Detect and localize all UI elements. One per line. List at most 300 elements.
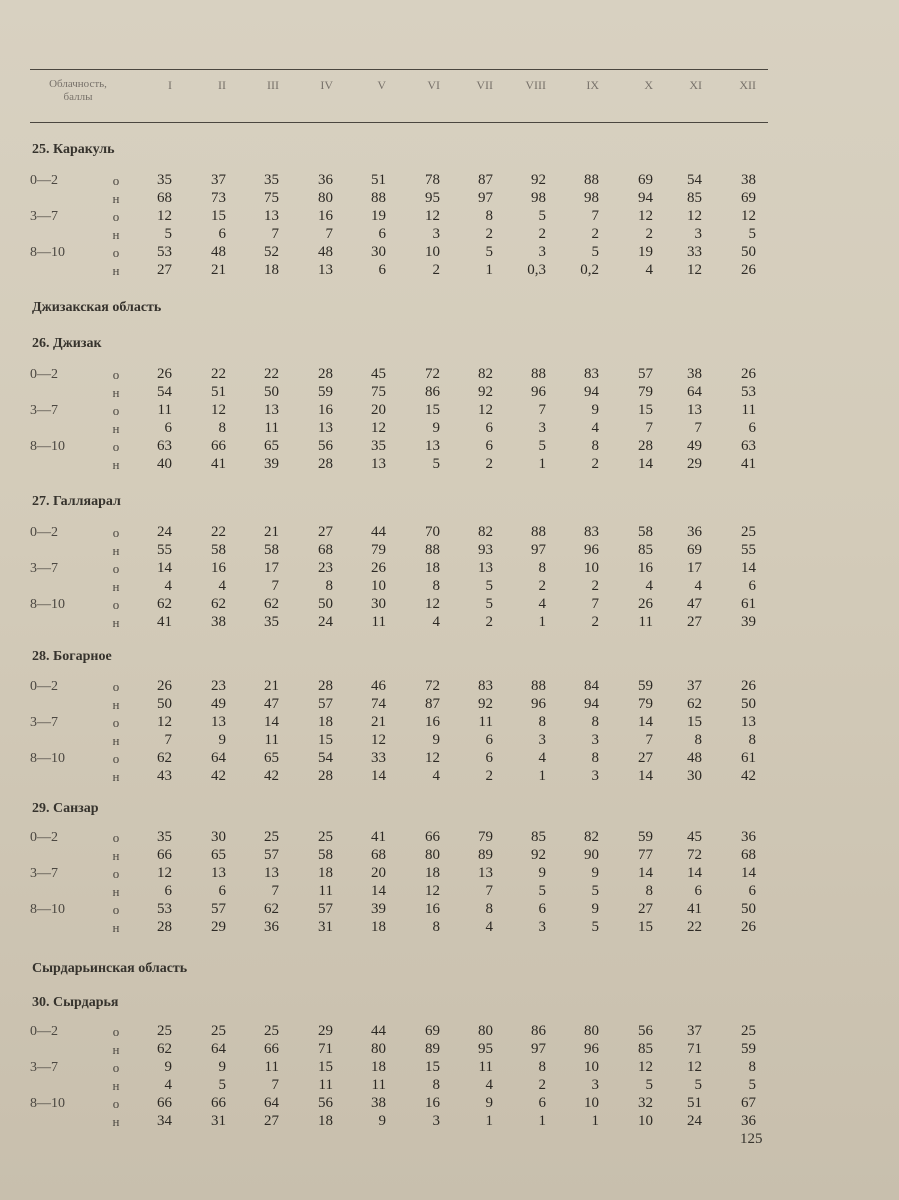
value-cell: 80 bbox=[584, 1023, 599, 1039]
value-cell: 9 bbox=[378, 1113, 386, 1129]
value-cell: 14 bbox=[638, 865, 653, 881]
value-cell: 87 bbox=[478, 172, 493, 188]
value-cell: 14 bbox=[741, 560, 756, 576]
value-cell: 5 bbox=[591, 919, 599, 935]
value-cell: 8 bbox=[538, 1059, 546, 1075]
value-cell: 88 bbox=[531, 366, 546, 382]
value-cell: 21 bbox=[211, 262, 226, 278]
value-cell: 41 bbox=[211, 456, 226, 472]
value-cell: 27 bbox=[638, 750, 653, 766]
month-header: XI bbox=[689, 78, 702, 92]
value-cell: 85 bbox=[687, 190, 702, 206]
value-cell: 96 bbox=[584, 1041, 599, 1057]
value-cell: 18 bbox=[318, 714, 333, 730]
value-cell: 12 bbox=[425, 750, 440, 766]
value-cell: 4 bbox=[485, 1077, 493, 1093]
value-cell: 69 bbox=[687, 542, 702, 558]
value-cell: 14 bbox=[638, 456, 653, 472]
value-cell: 30 bbox=[371, 244, 386, 260]
value-cell: 5 bbox=[485, 596, 493, 612]
value-cell: 35 bbox=[157, 172, 172, 188]
value-cell: 98 bbox=[584, 190, 599, 206]
value-cell: 72 bbox=[687, 847, 702, 863]
value-cell: 2 bbox=[538, 1077, 546, 1093]
value-cell: 42 bbox=[264, 768, 279, 784]
cloud-type: о bbox=[112, 173, 120, 188]
cloud-range: 0—2 bbox=[30, 830, 58, 845]
value-cell: 28 bbox=[318, 678, 333, 694]
value-cell: 1 bbox=[538, 1113, 546, 1129]
value-cell: 31 bbox=[318, 919, 333, 935]
table-row bbox=[0, 1095, 899, 1112]
value-cell: 75 bbox=[371, 384, 386, 400]
value-cell: 6 bbox=[218, 226, 226, 242]
value-cell: 1 bbox=[485, 1113, 493, 1129]
value-cell: 26 bbox=[371, 560, 386, 576]
value-cell: 97 bbox=[531, 542, 546, 558]
value-cell: 68 bbox=[318, 542, 333, 558]
value-cell: 4 bbox=[538, 596, 546, 612]
value-cell: 62 bbox=[157, 750, 172, 766]
value-cell: 66 bbox=[425, 829, 440, 845]
value-cell: 45 bbox=[687, 829, 702, 845]
value-cell: 63 bbox=[741, 438, 756, 454]
value-cell: 54 bbox=[157, 384, 172, 400]
value-cell: 29 bbox=[318, 1023, 333, 1039]
value-cell: 94 bbox=[638, 190, 653, 206]
value-cell: 0,2 bbox=[580, 262, 599, 278]
value-cell: 49 bbox=[687, 438, 702, 454]
value-cell: 57 bbox=[318, 696, 333, 712]
value-cell: 3 bbox=[538, 244, 546, 260]
value-cell: 88 bbox=[425, 542, 440, 558]
cloud-range: 8—10 bbox=[30, 597, 65, 612]
value-cell: 48 bbox=[318, 244, 333, 260]
value-cell: 13 bbox=[741, 714, 756, 730]
value-cell: 37 bbox=[211, 172, 226, 188]
cloud-type: н bbox=[112, 615, 120, 630]
table-row bbox=[0, 750, 899, 767]
value-cell: 65 bbox=[211, 847, 226, 863]
value-cell: 10 bbox=[371, 578, 386, 594]
value-cell: 21 bbox=[264, 524, 279, 540]
table-row bbox=[0, 456, 899, 473]
value-cell: 66 bbox=[211, 438, 226, 454]
value-cell: 7 bbox=[645, 732, 653, 748]
table-row bbox=[0, 883, 899, 900]
value-cell: 31 bbox=[211, 1113, 226, 1129]
value-cell: 24 bbox=[157, 524, 172, 540]
value-cell: 88 bbox=[371, 190, 386, 206]
value-cell: 27 bbox=[157, 262, 172, 278]
table-row bbox=[0, 384, 899, 401]
cloud-type: н bbox=[112, 385, 120, 400]
value-cell: 15 bbox=[638, 402, 653, 418]
station-title: 25. Каракуль bbox=[32, 142, 115, 157]
value-cell: 18 bbox=[318, 1113, 333, 1129]
value-cell: 14 bbox=[638, 768, 653, 784]
table-row bbox=[0, 524, 899, 541]
table-row bbox=[0, 1113, 899, 1130]
cloud-type: о bbox=[112, 245, 120, 260]
cloud-type: о bbox=[112, 1024, 120, 1039]
value-cell: 5 bbox=[591, 883, 599, 899]
value-cell: 85 bbox=[531, 829, 546, 845]
value-cell: 52 bbox=[264, 244, 279, 260]
value-cell: 6 bbox=[485, 732, 493, 748]
value-cell: 83 bbox=[584, 524, 599, 540]
value-cell: 21 bbox=[371, 714, 386, 730]
station-title: 30. Сырдарья bbox=[32, 995, 119, 1010]
value-cell: 18 bbox=[371, 919, 386, 935]
value-cell: 27 bbox=[318, 524, 333, 540]
value-cell: 7 bbox=[325, 226, 333, 242]
value-cell: 12 bbox=[478, 402, 493, 418]
value-cell: 36 bbox=[741, 829, 756, 845]
value-cell: 44 bbox=[371, 1023, 386, 1039]
value-cell: 94 bbox=[584, 384, 599, 400]
value-cell: 17 bbox=[264, 560, 279, 576]
value-cell: 5 bbox=[748, 226, 756, 242]
value-cell: 92 bbox=[531, 172, 546, 188]
value-cell: 14 bbox=[264, 714, 279, 730]
table-row bbox=[0, 190, 899, 207]
value-cell: 7 bbox=[538, 402, 546, 418]
cloud-range: 3—7 bbox=[30, 866, 58, 881]
value-cell: 4 bbox=[218, 578, 226, 594]
value-cell: 6 bbox=[378, 226, 386, 242]
value-cell: 70 bbox=[425, 524, 440, 540]
value-cell: 11 bbox=[157, 402, 172, 418]
value-cell: 58 bbox=[638, 524, 653, 540]
cloud-range: 0—2 bbox=[30, 367, 58, 382]
value-cell: 4 bbox=[538, 750, 546, 766]
table-row bbox=[0, 402, 899, 419]
value-cell: 88 bbox=[531, 524, 546, 540]
value-cell: 54 bbox=[318, 750, 333, 766]
table-row bbox=[0, 829, 899, 846]
value-cell: 26 bbox=[741, 919, 756, 935]
table-row bbox=[0, 678, 899, 695]
table-row bbox=[0, 1077, 899, 1094]
cloud-range: 3—7 bbox=[30, 403, 58, 418]
value-cell: 83 bbox=[478, 678, 493, 694]
value-cell: 30 bbox=[211, 829, 226, 845]
value-cell: 62 bbox=[264, 596, 279, 612]
value-cell: 17 bbox=[687, 560, 702, 576]
value-cell: 5 bbox=[748, 1077, 756, 1093]
value-cell: 8 bbox=[538, 714, 546, 730]
cloud-type: н bbox=[112, 263, 120, 278]
value-cell: 30 bbox=[687, 768, 702, 784]
value-cell: 8 bbox=[748, 732, 756, 748]
value-cell: 6 bbox=[748, 883, 756, 899]
value-cell: 12 bbox=[425, 883, 440, 899]
table-row bbox=[0, 262, 899, 279]
value-cell: 26 bbox=[741, 678, 756, 694]
header-cloudiness bbox=[36, 78, 120, 104]
value-cell: 65 bbox=[264, 750, 279, 766]
value-cell: 15 bbox=[211, 208, 226, 224]
value-cell: 57 bbox=[638, 366, 653, 382]
value-cell: 53 bbox=[157, 244, 172, 260]
value-cell: 7 bbox=[271, 578, 279, 594]
value-cell: 6 bbox=[748, 578, 756, 594]
value-cell: 10 bbox=[584, 1095, 599, 1111]
table-row bbox=[0, 614, 899, 631]
value-cell: 2 bbox=[485, 456, 493, 472]
value-cell: 2 bbox=[591, 226, 599, 242]
value-cell: 8 bbox=[485, 208, 493, 224]
value-cell: 20 bbox=[371, 865, 386, 881]
value-cell: 13 bbox=[264, 865, 279, 881]
value-cell: 40 bbox=[157, 456, 172, 472]
value-cell: 16 bbox=[638, 560, 653, 576]
value-cell: 96 bbox=[531, 696, 546, 712]
value-cell: 11 bbox=[371, 614, 386, 630]
value-cell: 6 bbox=[164, 883, 172, 899]
value-cell: 36 bbox=[318, 172, 333, 188]
cloud-type: о bbox=[112, 751, 120, 766]
value-cell: 11 bbox=[478, 714, 493, 730]
value-cell: 10 bbox=[584, 1059, 599, 1075]
cloud-type: н bbox=[112, 697, 120, 712]
value-cell: 4 bbox=[164, 1077, 172, 1093]
value-cell: 12 bbox=[157, 208, 172, 224]
cloud-type: о bbox=[112, 866, 120, 881]
value-cell: 41 bbox=[157, 614, 172, 630]
station-title: 26. Джизак bbox=[32, 336, 102, 351]
value-cell: 33 bbox=[371, 750, 386, 766]
value-cell: 8 bbox=[432, 578, 440, 594]
value-cell: 13 bbox=[478, 865, 493, 881]
cloud-type: н bbox=[112, 421, 120, 436]
cloud-type: н bbox=[112, 1042, 120, 1057]
value-cell: 80 bbox=[318, 190, 333, 206]
value-cell: 89 bbox=[478, 847, 493, 863]
value-cell: 5 bbox=[538, 438, 546, 454]
value-cell: 29 bbox=[211, 919, 226, 935]
table-row bbox=[0, 542, 899, 559]
value-cell: 2 bbox=[591, 614, 599, 630]
value-cell: 61 bbox=[741, 750, 756, 766]
value-cell: 30 bbox=[371, 596, 386, 612]
value-cell: 64 bbox=[264, 1095, 279, 1111]
value-cell: 6 bbox=[485, 438, 493, 454]
cloud-type: о bbox=[112, 597, 120, 612]
value-cell: 39 bbox=[264, 456, 279, 472]
value-cell: 79 bbox=[638, 384, 653, 400]
value-cell: 18 bbox=[425, 865, 440, 881]
value-cell: 50 bbox=[157, 696, 172, 712]
value-cell: 53 bbox=[741, 384, 756, 400]
value-cell: 19 bbox=[371, 208, 386, 224]
value-cell: 2 bbox=[538, 226, 546, 242]
value-cell: 36 bbox=[264, 919, 279, 935]
value-cell: 8 bbox=[591, 714, 599, 730]
value-cell: 1 bbox=[538, 614, 546, 630]
month-header: II bbox=[218, 78, 226, 92]
value-cell: 38 bbox=[741, 172, 756, 188]
value-cell: 59 bbox=[638, 829, 653, 845]
value-cell: 5 bbox=[218, 1077, 226, 1093]
value-cell: 58 bbox=[264, 542, 279, 558]
value-cell: 9 bbox=[591, 402, 599, 418]
value-cell: 38 bbox=[211, 614, 226, 630]
value-cell: 89 bbox=[425, 1041, 440, 1057]
cloud-type: о bbox=[112, 209, 120, 224]
value-cell: 3 bbox=[538, 420, 546, 436]
value-cell: 14 bbox=[157, 560, 172, 576]
value-cell: 12 bbox=[371, 420, 386, 436]
value-cell: 16 bbox=[318, 208, 333, 224]
month-header: VIII bbox=[525, 78, 546, 92]
value-cell: 5 bbox=[485, 244, 493, 260]
value-cell: 48 bbox=[687, 750, 702, 766]
value-cell: 0,3 bbox=[527, 262, 546, 278]
value-cell: 39 bbox=[741, 614, 756, 630]
value-cell: 14 bbox=[638, 714, 653, 730]
value-cell: 80 bbox=[425, 847, 440, 863]
value-cell: 4 bbox=[645, 578, 653, 594]
value-cell: 35 bbox=[157, 829, 172, 845]
value-cell: 9 bbox=[432, 732, 440, 748]
value-cell: 12 bbox=[425, 208, 440, 224]
value-cell: 7 bbox=[694, 420, 702, 436]
value-cell: 96 bbox=[531, 384, 546, 400]
cloud-range: 0—2 bbox=[30, 173, 58, 188]
value-cell: 10 bbox=[638, 1113, 653, 1129]
value-cell: 3 bbox=[432, 1113, 440, 1129]
value-cell: 71 bbox=[687, 1041, 702, 1057]
value-cell: 2 bbox=[645, 226, 653, 242]
value-cell: 7 bbox=[271, 1077, 279, 1093]
value-cell: 12 bbox=[371, 732, 386, 748]
value-cell: 58 bbox=[211, 542, 226, 558]
value-cell: 22 bbox=[211, 366, 226, 382]
value-cell: 64 bbox=[211, 1041, 226, 1057]
value-cell: 95 bbox=[425, 190, 440, 206]
value-cell: 75 bbox=[264, 190, 279, 206]
value-cell: 68 bbox=[741, 847, 756, 863]
value-cell: 12 bbox=[425, 596, 440, 612]
value-cell: 50 bbox=[264, 384, 279, 400]
value-cell: 7 bbox=[271, 883, 279, 899]
cloud-range: 3—7 bbox=[30, 209, 58, 224]
value-cell: 9 bbox=[218, 1059, 226, 1075]
value-cell: 68 bbox=[371, 847, 386, 863]
value-cell: 28 bbox=[638, 438, 653, 454]
value-cell: 2 bbox=[591, 456, 599, 472]
value-cell: 62 bbox=[264, 901, 279, 917]
value-cell: 35 bbox=[264, 614, 279, 630]
month-header: III bbox=[267, 78, 279, 92]
value-cell: 57 bbox=[264, 847, 279, 863]
value-cell: 26 bbox=[157, 366, 172, 382]
value-cell: 15 bbox=[687, 714, 702, 730]
value-cell: 10 bbox=[584, 560, 599, 576]
value-cell: 12 bbox=[157, 714, 172, 730]
value-cell: 12 bbox=[211, 402, 226, 418]
value-cell: 3 bbox=[694, 226, 702, 242]
value-cell: 2 bbox=[591, 578, 599, 594]
value-cell: 16 bbox=[425, 714, 440, 730]
value-cell: 41 bbox=[687, 901, 702, 917]
value-cell: 9 bbox=[164, 1059, 172, 1075]
value-cell: 51 bbox=[371, 172, 386, 188]
value-cell: 79 bbox=[638, 696, 653, 712]
value-cell: 4 bbox=[485, 919, 493, 935]
value-cell: 25 bbox=[211, 1023, 226, 1039]
value-cell: 2 bbox=[432, 262, 440, 278]
value-cell: 12 bbox=[687, 262, 702, 278]
value-cell: 11 bbox=[638, 614, 653, 630]
value-cell: 42 bbox=[211, 768, 226, 784]
value-cell: 79 bbox=[478, 829, 493, 845]
value-cell: 59 bbox=[318, 384, 333, 400]
value-cell: 96 bbox=[584, 542, 599, 558]
value-cell: 1 bbox=[538, 456, 546, 472]
value-cell: 4 bbox=[694, 578, 702, 594]
value-cell: 85 bbox=[638, 542, 653, 558]
value-cell: 6 bbox=[748, 420, 756, 436]
value-cell: 13 bbox=[478, 560, 493, 576]
value-cell: 22 bbox=[264, 366, 279, 382]
value-cell: 22 bbox=[687, 919, 702, 935]
value-cell: 66 bbox=[157, 847, 172, 863]
value-cell: 9 bbox=[218, 732, 226, 748]
cloud-range: 0—2 bbox=[30, 679, 58, 694]
value-cell: 35 bbox=[371, 438, 386, 454]
value-cell: 13 bbox=[425, 438, 440, 454]
value-cell: 51 bbox=[687, 1095, 702, 1111]
value-cell: 13 bbox=[318, 262, 333, 278]
value-cell: 3 bbox=[538, 732, 546, 748]
value-cell: 23 bbox=[211, 678, 226, 694]
value-cell: 57 bbox=[318, 901, 333, 917]
station-title: 29. Санзар bbox=[32, 801, 99, 816]
value-cell: 5 bbox=[432, 456, 440, 472]
cloud-type: н bbox=[112, 1078, 120, 1093]
month-header: IV bbox=[320, 78, 333, 92]
value-cell: 11 bbox=[371, 1077, 386, 1093]
cloud-type: н bbox=[112, 920, 120, 935]
cloud-type: о bbox=[112, 902, 120, 917]
value-cell: 87 bbox=[425, 696, 440, 712]
region-title: Сырдарьинская область bbox=[32, 961, 188, 976]
value-cell: 36 bbox=[687, 524, 702, 540]
value-cell: 82 bbox=[584, 829, 599, 845]
value-cell: 12 bbox=[157, 865, 172, 881]
value-cell: 50 bbox=[741, 244, 756, 260]
value-cell: 66 bbox=[264, 1041, 279, 1057]
value-cell: 21 bbox=[264, 678, 279, 694]
value-cell: 65 bbox=[264, 438, 279, 454]
table-row bbox=[0, 768, 899, 785]
value-cell: 88 bbox=[531, 678, 546, 694]
value-cell: 26 bbox=[741, 262, 756, 278]
value-cell: 3 bbox=[591, 768, 599, 784]
value-cell: 66 bbox=[211, 1095, 226, 1111]
value-cell: 19 bbox=[638, 244, 653, 260]
value-cell: 2 bbox=[485, 768, 493, 784]
value-cell: 8 bbox=[432, 919, 440, 935]
value-cell: 73 bbox=[211, 190, 226, 206]
value-cell: 5 bbox=[645, 1077, 653, 1093]
cloud-type: о bbox=[112, 1060, 120, 1075]
header-cloudiness-line1: Облачность, bbox=[49, 78, 107, 90]
value-cell: 6 bbox=[164, 420, 172, 436]
